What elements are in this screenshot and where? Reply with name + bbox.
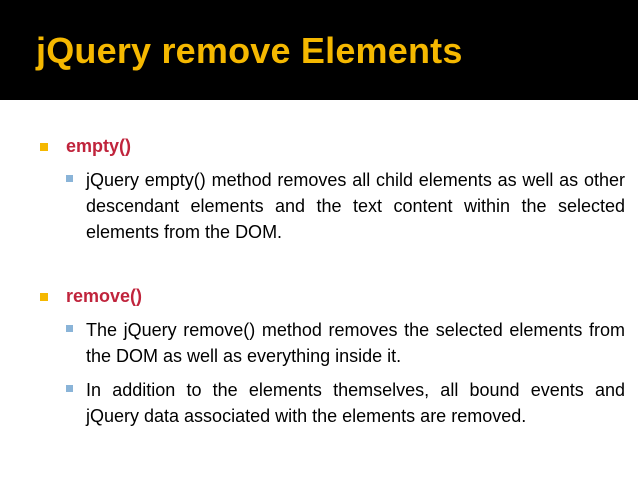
slide-title: jQuery remove Elements [36, 30, 463, 71]
sub-bullet-text: In addition to the elements themselves, all bound events and jQuery data associated with the elements are removed. [86, 380, 625, 426]
square-bullet-icon [66, 175, 73, 182]
square-bullet-icon [40, 143, 48, 151]
square-bullet-icon [66, 325, 73, 332]
square-bullet-icon [40, 293, 48, 301]
sub-bullet [40, 167, 625, 245]
bullet-level1 [40, 286, 625, 307]
sub-bullet [40, 317, 625, 369]
title-bar [0, 0, 638, 100]
square-bullet-icon [66, 385, 73, 392]
section-empty [40, 136, 625, 245]
section-remove [40, 286, 625, 429]
bullet-level1 [40, 136, 625, 157]
section-heading: remove() [66, 286, 143, 306]
sub-bullet [40, 377, 625, 429]
sub-bullet-text: The jQuery remove() method removes the selected elements from the DOM as well as everything inside it. [86, 320, 625, 366]
section-heading: empty() [66, 136, 132, 156]
sub-bullet-text: jQuery empty() method removes all child elements as well as other descendant elements and the text content within the selected elements from the DOM. [86, 170, 625, 242]
